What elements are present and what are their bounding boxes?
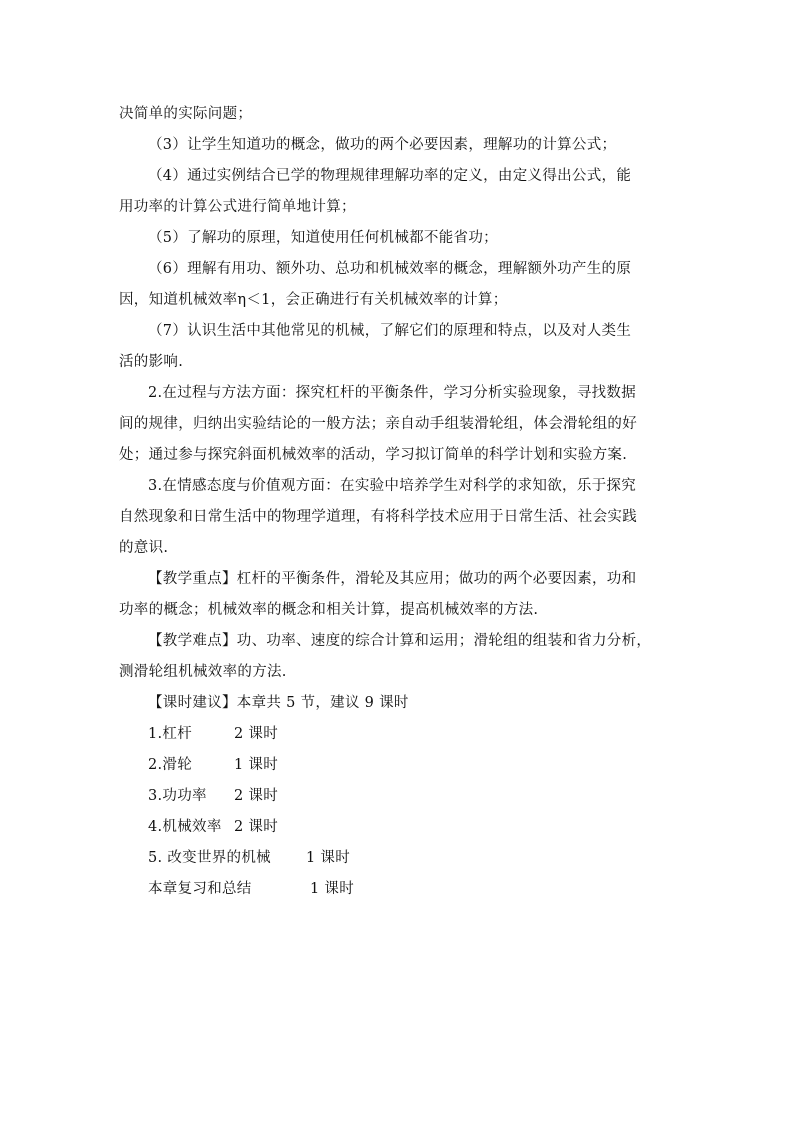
schedule-row [148, 817, 278, 837]
schedule-name: 2.滑轮 [148, 757, 193, 773]
schedule-hours: 1 课时 [234, 757, 279, 773]
schedule-row [148, 879, 354, 899]
schedule-row [148, 848, 350, 868]
objective-item-5: （5）了解功的原理，知道使用任何机械都不能省功； [148, 230, 498, 246]
objective-item-6-line-1: （6）理解有用功、额外功、总功和机械效率的概念，理解额外功产生的原 [148, 261, 632, 277]
process-methods-line-3: 处；通过参与探究斜面机械效率的活动，学习拟订简单的科学计划和实验方案. [119, 447, 628, 463]
schedule-hours: 2 课时 [234, 788, 279, 804]
schedule-name: 5. 改变世界的机械 [148, 850, 271, 866]
schedule-hours: 1 课时 [306, 850, 351, 866]
attitude-values-line-1: 3.在情感态度与价值观方面：在实验中培养学生对科学的求知欲，乐于探究 [148, 478, 637, 494]
paragraph-text: 决简单的实际问题； [119, 106, 253, 122]
process-methods-line-1: 2.在过程与方法方面：探究杠杆的平衡条件，学习分析实验现象，寻找数据 [148, 385, 637, 401]
objective-item-3: （3）让学生知道功的概念，做功的两个必要因素，理解功的计算公式； [148, 137, 617, 153]
schedule-row [148, 724, 278, 744]
attitude-values-line-2: 自然现象和日常生活中的物理学道理，有将科学技术应用于日常生活、社会实践 [119, 509, 637, 525]
schedule-hours: 2 课时 [234, 726, 279, 742]
objective-item-7-line-1: （7）认识生活中其他常见的机械，了解它们的原理和特点，以及对人类生 [148, 323, 632, 339]
class-hours-intro: 【课时建议】本章共 5 节，建议 9 课时 [148, 695, 409, 711]
schedule-name: 本章复习和总结 [148, 881, 252, 897]
attitude-values-line-3: 的意识. [119, 540, 169, 556]
objective-item-4-line-1: （4）通过实例结合已学的物理规律理解功率的定义，由定义得出公式，能 [148, 168, 632, 184]
schedule-name: 4.机械效率 [148, 819, 222, 835]
schedule-name: 3.功功率 [148, 788, 207, 804]
schedule-row [148, 786, 278, 806]
schedule-hours: 2 课时 [234, 819, 279, 835]
process-methods-line-2: 间的规律，归纳出实验结论的一般方法；亲自动手组装滑轮组，体会滑轮组的好 [119, 416, 637, 432]
schedule-row [148, 755, 278, 775]
key-points-line-1: 【教学重点】杠杆的平衡条件，滑轮及其应用；做功的两个必要因素，功和 [148, 571, 637, 587]
schedule-name: 1.杠杆 [148, 726, 193, 742]
schedule-hours: 1 课时 [310, 881, 355, 897]
objective-item-7-line-2: 活的影响. [119, 354, 184, 370]
difficulties-line-1: 【教学难点】功、功率、速度的综合计算和运用；滑轮组的组装和省力分析， [148, 633, 652, 649]
key-points-line-2: 功率的概念；机械效率的概念和相关计算，提高机械效率的方法. [119, 602, 539, 618]
difficulties-line-2: 测滑轮组机械效率的方法. [119, 664, 287, 680]
objective-item-6-line-2: 因，知道机械效率η＜1，会正确进行有关机械效率的计算； [119, 292, 508, 308]
objective-item-4-line-2: 用功率的计算公式进行简单地计算； [119, 199, 356, 215]
